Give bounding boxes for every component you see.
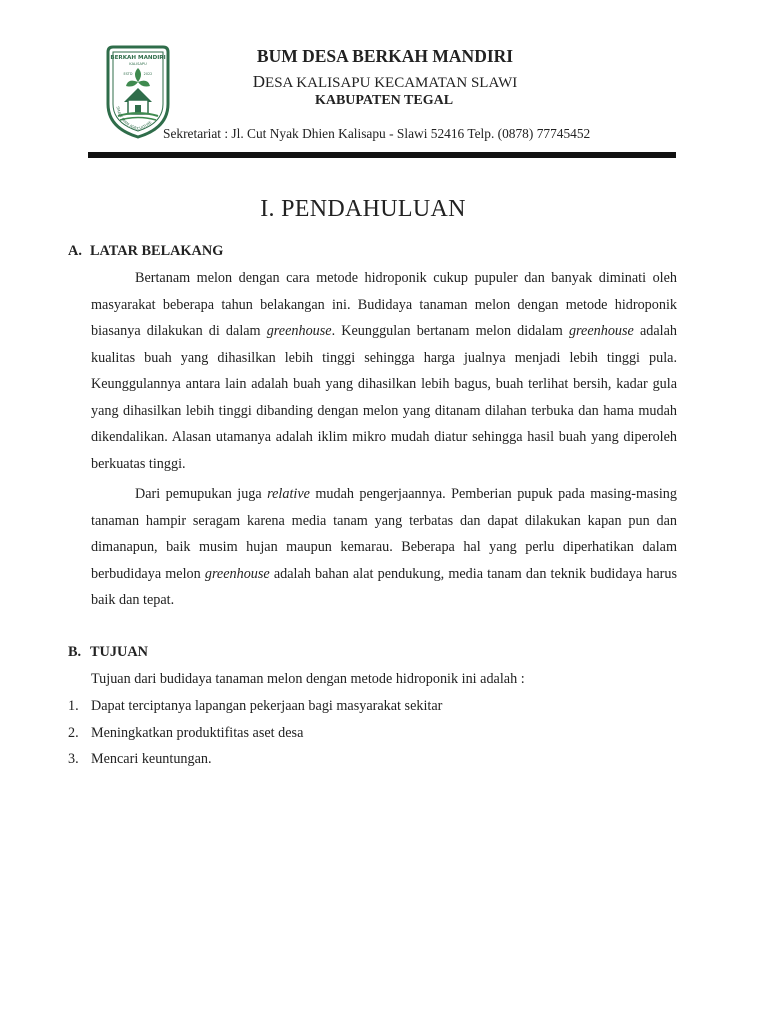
section-b-title: TUJUAN [90, 644, 148, 660]
section-b-letter: B. [68, 644, 82, 660]
text-run: Dari pemupukan juga [135, 486, 268, 502]
logo-year: 2022 [143, 72, 153, 76]
section-b-heading [68, 644, 148, 661]
chapter-title: I. PENDAHULUAN [260, 196, 466, 222]
list-item: Dapat terciptanya lapangan pekerjaan bagi masyarakat sekitar [91, 698, 443, 714]
section-a-heading [68, 243, 223, 260]
text-run: . Keunggulan bertanam melon didalam [331, 323, 569, 339]
text-run: Bertanam melon dengan cara metode hidroponik cukup pupuler dan banyak diminati oleh masyarakat beberapa tahun belakangan ini. Budidaya tanaman melon dengan metode hidroponik biasanya dilakukan di dalam [91, 270, 677, 339]
text-run: adalah kualitas buah yang dihasilkan lebih tinggi sehingga harga jualnya menjadi lebih tinggi pula. Keunggulannya antara lain adalah buah yang dihasilkan lebih bagus, buah terlihat bersih, kadar gula yang dihasilkan lebih tinggi dibanding dengan melon yang ditanam dilahan terbuka dan hama mudah dikendalikan. Alasan utamanya adalah iklim mikro mudah diatur sehingga hasil buah yang diperoleh berkuatas tinggi. [91, 323, 677, 472]
list-item-number: 1. [68, 698, 79, 714]
logo-ring-text: SMART FARM AGRICULTURE [115, 106, 153, 132]
logo-sub-text: KALISAPU [129, 62, 147, 66]
text-run: adalah bahan alat pendukung, media tanam dan teknik budidaya harus baik dan tepat. [91, 565, 677, 608]
logo-top-text: BERKAH MANDIRI [110, 55, 166, 61]
village-line [0, 72, 768, 92]
italic-term: greenhouse [204, 565, 270, 582]
background-paragraph-1 [91, 265, 677, 477]
list-item-number: 3. [68, 751, 79, 767]
village-rest: ESA KALISAPU KECAMATAN SLAWI [265, 75, 518, 91]
secretariat-address: Sekretariat : Jl. Cut Nyak Dhien Kalisapu - Slawi 52416 Telp. (0878) 77745452 [163, 126, 591, 141]
objectives-intro: Tujuan dari budidaya tanaman melon dengan metode hidroponik ini adalah : [91, 671, 525, 687]
italic-term: greenhouse [266, 323, 332, 339]
italic-term: relative [267, 486, 310, 502]
paragraph-1-text [91, 270, 677, 472]
section-a-letter: A. [68, 243, 82, 259]
village-initial: D [252, 72, 266, 91]
italic-term: greenhouse [568, 323, 634, 339]
text-run: mudah pengerjaannya. Pemberian pupuk pada masing-masing tanaman hampir seragam karena media tanam yang terbatas dan dapat dilakukan kapan pun dan dimanapun, baik musim hujan maupun kemarau. Beberapa hal yang perlu diperhatikan dalam berbudidaya melon [91, 486, 677, 582]
paragraph-2-text [91, 486, 677, 608]
section-a-title: LATAR BELAKANG [90, 243, 224, 259]
list-item-number: 2. [68, 725, 79, 741]
background-paragraph-2 [91, 481, 677, 614]
regency-line: KABUPATEN TEGAL [314, 93, 454, 108]
list-item: Mencari keuntungan. [91, 751, 212, 767]
list-item: Meningkatkan produktifitas aset desa [91, 725, 304, 741]
org-name: BUM DESA BERKAH MANDIRI [256, 46, 514, 66]
letterhead-rule [88, 152, 676, 158]
logo-estd: ESTD [123, 72, 133, 76]
